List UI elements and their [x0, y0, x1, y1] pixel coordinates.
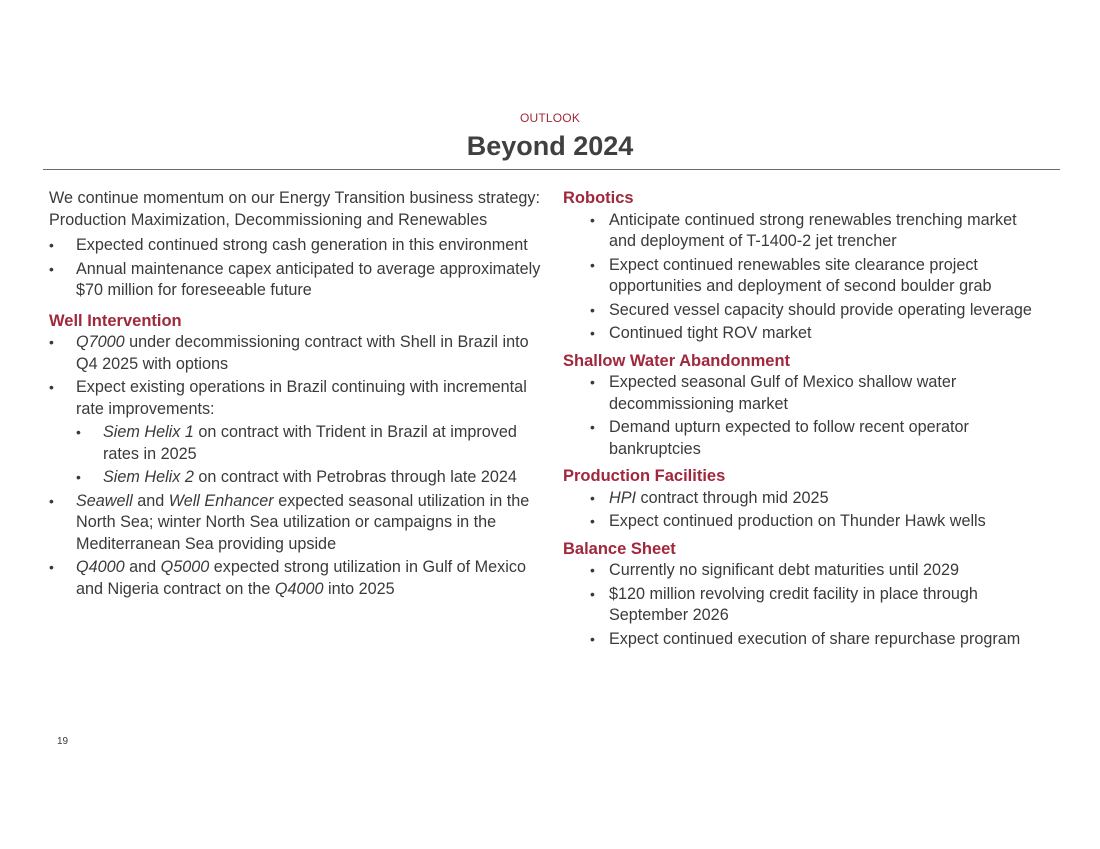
list-item: • Q4000 and Q5000 expected strong utilization in Gulf of Mexico and Nigeria contract on the Q4000 into 2025	[49, 557, 549, 600]
list-item: • Demand upturn expected to follow recent operator bankruptcies	[563, 417, 1038, 460]
list-item: • Expect existing operations in Brazil continuing with incremental rate improvements: • Siem Helix 1 on contract with Trident in Brazil at improved rates in 2025 • Siem Helix 2 on contract with Petrobras through late 2024	[49, 377, 549, 489]
well-intervention-sublist	[76, 422, 549, 489]
section-title-robotics: Robotics	[563, 189, 634, 207]
right-column	[563, 188, 1038, 652]
list-item: • Q7000 under decommissioning contract with Shell in Brazil into Q4 2025 with options	[49, 332, 549, 375]
left-column	[49, 188, 549, 602]
section-title-shallow-water: Shallow Water Abandonment	[563, 351, 791, 370]
list-item: • Currently no significant debt maturities until 2029	[563, 560, 1038, 582]
intro-paragraph: We continue momentum on our Energy Transition business strategy: Production Maximization, Decommissioning and Renewables	[49, 189, 540, 229]
list-item: • Seawell and Well Enhancer expected seasonal utilization in the North Sea; winter North Sea utilization or campaigns in the Mediterranean Sea providing upside	[49, 491, 549, 556]
list-item: • HPI contract through mid 2025	[563, 488, 1038, 510]
list-item: • Expect continued execution of share repurchase program	[563, 629, 1038, 651]
list-item: • Secured vessel capacity should provide operating leverage	[563, 300, 1038, 322]
list-item: • Continued tight ROV market	[563, 323, 1038, 345]
section-title-well-intervention: Well Intervention	[49, 311, 182, 330]
title-divider	[43, 169, 1060, 170]
list-item: • Expect continued renewables site clearance project opportunities and deployment of second boulder grab	[563, 255, 1038, 298]
robotics-list	[563, 210, 1038, 345]
list-item: • Anticipate continued strong renewables trenching market and deployment of T-1400-2 jet trencher	[563, 210, 1038, 253]
intro-bullet-list	[49, 235, 549, 302]
section-eyebrow: OUTLOOK	[519, 111, 581, 125]
list-item: • Expected continued strong cash generation in this environment	[49, 235, 549, 257]
list-item: • Annual maintenance capex anticipated to average approximately $70 million for foreseeable future	[49, 259, 549, 302]
page-title: Beyond 2024	[466, 131, 634, 161]
list-item: • Expect continued production on Thunder Hawk wells	[563, 511, 1038, 533]
shallow-water-list	[563, 372, 1038, 460]
list-item: • Expected seasonal Gulf of Mexico shallow water decommissioning market	[563, 372, 1038, 415]
list-item: • Siem Helix 1 on contract with Trident in Brazil at improved rates in 2025	[76, 422, 549, 465]
page-number: 19	[57, 736, 69, 747]
section-title-production: Production Facilities	[563, 467, 726, 485]
list-item: • $120 million revolving credit facility in place through September 2026	[563, 584, 1038, 627]
list-item: • Siem Helix 2 on contract with Petrobras through late 2024	[76, 467, 549, 489]
well-intervention-list	[49, 332, 549, 600]
balance-sheet-list	[563, 560, 1038, 650]
section-title-balance-sheet: Balance Sheet	[563, 539, 676, 558]
production-list	[563, 488, 1038, 533]
